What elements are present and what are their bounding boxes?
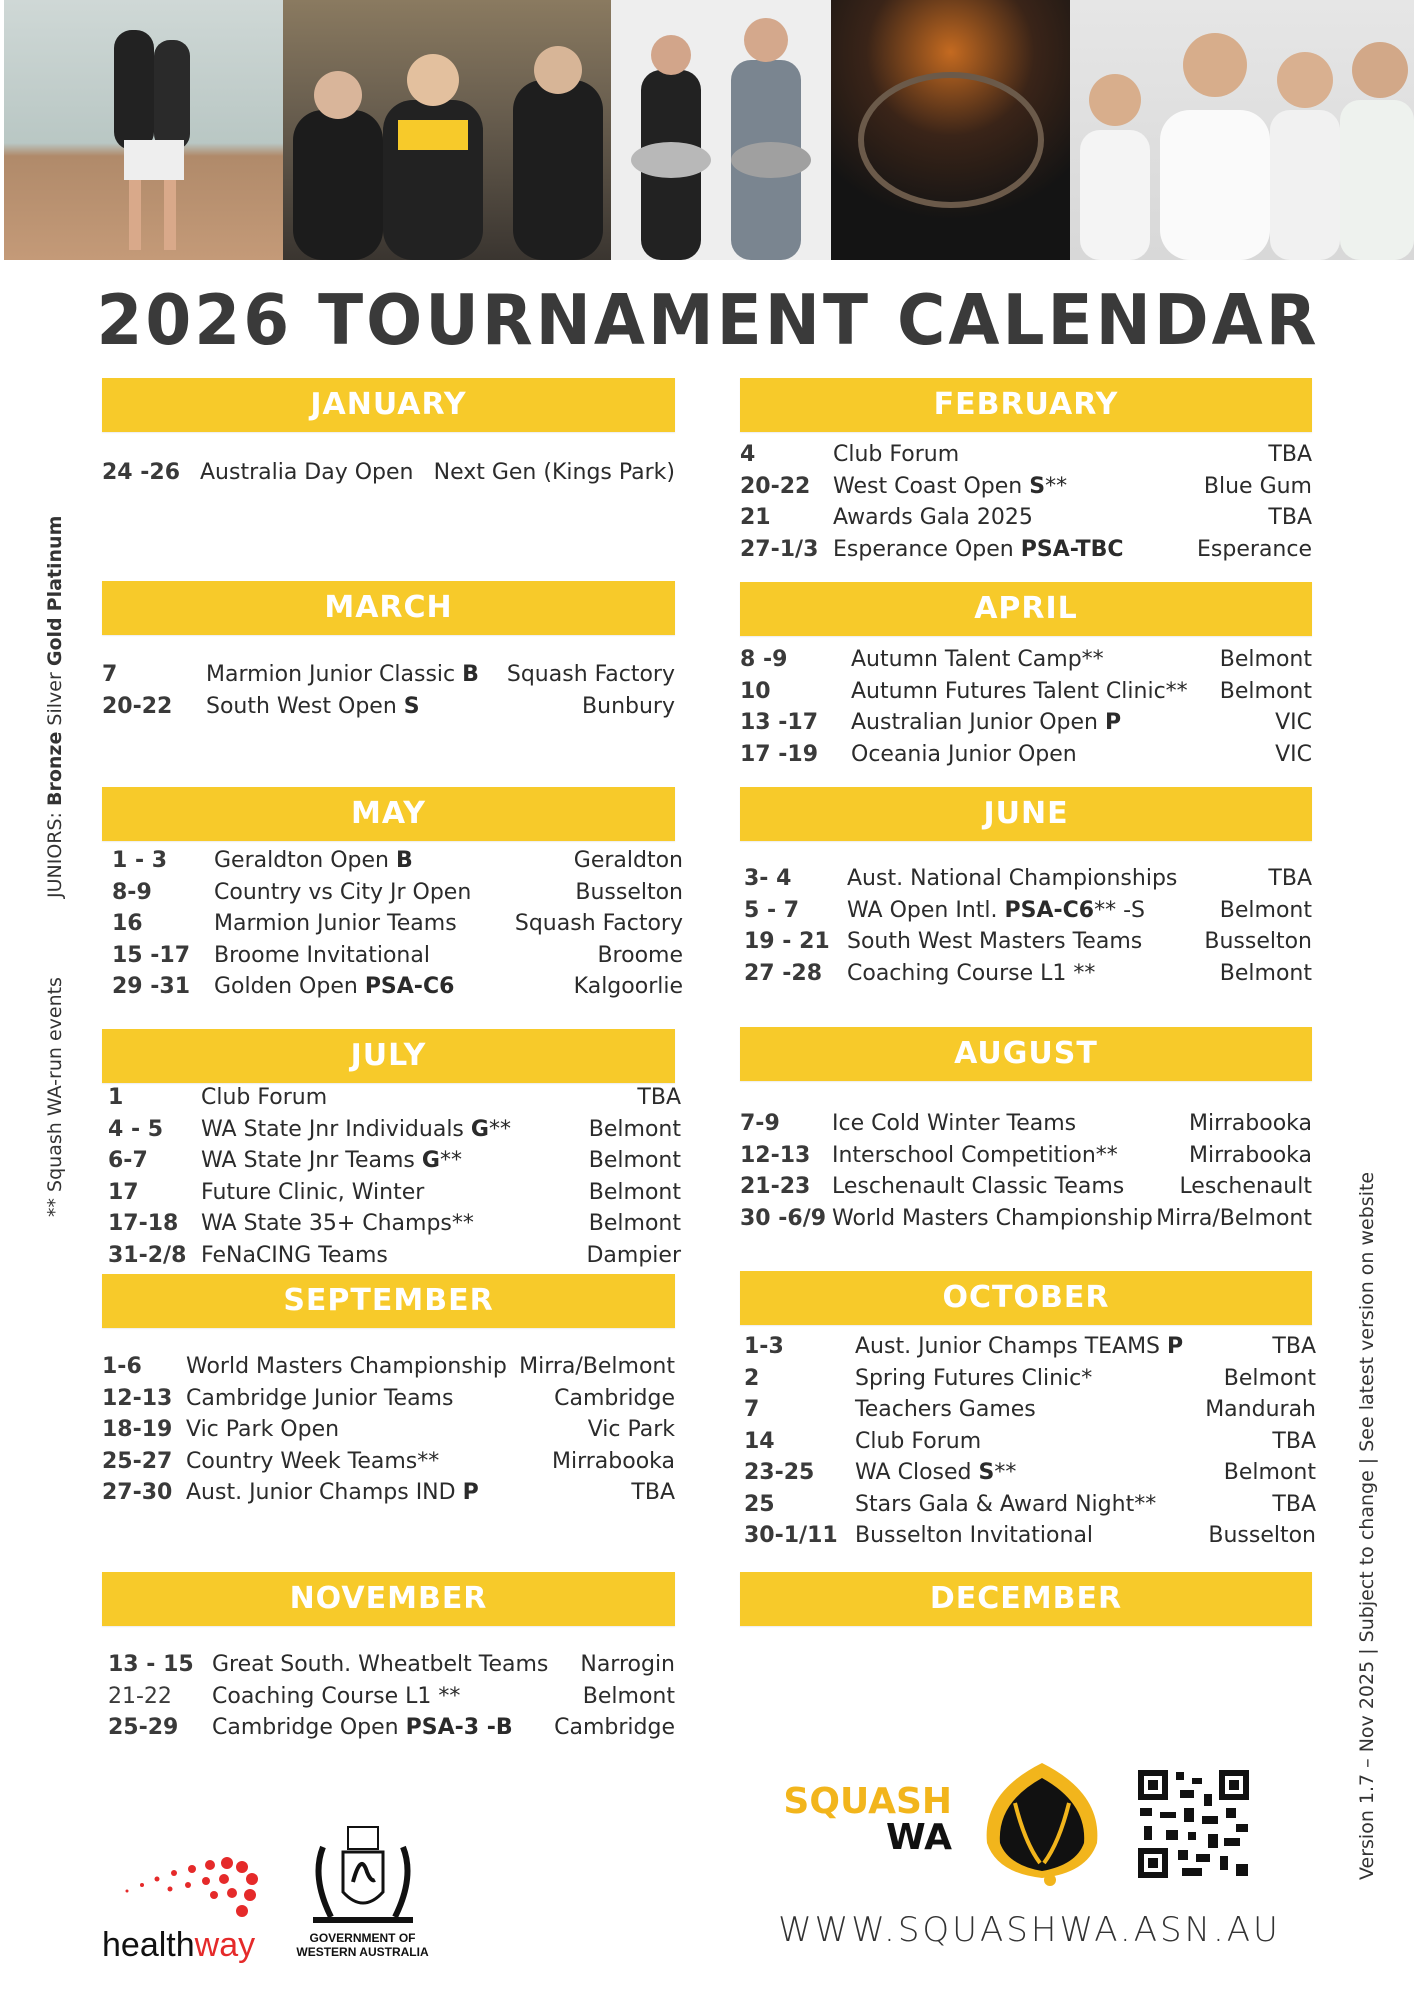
event-name bbox=[201, 1082, 327, 1114]
event-title: South West Masters Teams bbox=[847, 929, 1143, 954]
event-row bbox=[740, 739, 1312, 771]
event-venue: Cambridge bbox=[554, 1385, 675, 1411]
event-name bbox=[200, 457, 414, 489]
photo-junior-players bbox=[4, 0, 283, 260]
event-venue: Busselton bbox=[575, 879, 683, 905]
event-venue: Squash Factory bbox=[506, 662, 675, 687]
event-title: Club Forum bbox=[855, 1428, 982, 1454]
event-date: 30-1/11 bbox=[744, 1523, 838, 1548]
event-row bbox=[102, 1082, 681, 1114]
month-header-july: JULY bbox=[102, 1029, 675, 1083]
wa-run-note: ** Squash WA-run events bbox=[44, 977, 66, 1217]
event-note: ** bbox=[1045, 473, 1068, 499]
event-date: 1 bbox=[108, 1085, 124, 1110]
event-name bbox=[206, 659, 479, 691]
event-row bbox=[102, 1208, 681, 1240]
event-name bbox=[855, 1394, 1036, 1426]
event-row bbox=[102, 1383, 675, 1415]
event-row bbox=[740, 926, 1312, 958]
event-list bbox=[102, 659, 675, 722]
squash-wa-logo bbox=[777, 1781, 952, 1858]
month-header-may: MAY bbox=[102, 787, 675, 841]
month-header-december: DECEMBER bbox=[740, 1572, 1312, 1626]
event-grade: PSA-C6 bbox=[1004, 897, 1095, 923]
event-row bbox=[740, 863, 1312, 895]
event-date: 13 - 15 bbox=[108, 1652, 194, 1677]
event-note: ** bbox=[439, 1148, 462, 1173]
event-name bbox=[833, 502, 1033, 534]
event-title: World Masters Championship bbox=[832, 1205, 1153, 1231]
event-date: 27-1/3 bbox=[740, 536, 819, 562]
event-name bbox=[212, 1649, 548, 1681]
event-venue: TBA bbox=[1272, 1334, 1316, 1359]
healthway-wordmark: healthway bbox=[102, 1926, 256, 1964]
event-venue: Belmont bbox=[1219, 897, 1312, 923]
event-date: 1-3 bbox=[744, 1334, 784, 1359]
event-row bbox=[740, 471, 1312, 503]
event-row bbox=[102, 1649, 675, 1681]
event-grade: PSA-3 -B bbox=[405, 1715, 513, 1740]
event-row bbox=[102, 1446, 675, 1478]
event-date: 14 bbox=[744, 1428, 775, 1454]
event-name bbox=[855, 1489, 1156, 1521]
event-venue: Cambridge bbox=[554, 1715, 675, 1740]
event-list bbox=[740, 439, 1312, 565]
event-row bbox=[102, 691, 675, 723]
event-date: 30 -6/9 bbox=[740, 1205, 827, 1231]
event-name bbox=[212, 1681, 460, 1713]
event-title: Club Forum bbox=[201, 1085, 328, 1110]
event-row bbox=[102, 659, 675, 691]
event-title: WA State Jnr Individuals bbox=[201, 1116, 471, 1142]
event-venue: TBA bbox=[1272, 1491, 1316, 1517]
event-name bbox=[855, 1363, 1092, 1395]
event-list bbox=[740, 644, 1312, 770]
event-title: Oceania Junior Open bbox=[851, 741, 1077, 767]
event-venue: Mandurah bbox=[1205, 1397, 1316, 1422]
event-date: 31-2/8 bbox=[108, 1242, 187, 1268]
event-date: 25-29 bbox=[108, 1715, 179, 1740]
event-name bbox=[214, 845, 413, 877]
event-name bbox=[855, 1331, 1183, 1363]
event-venue: Belmont bbox=[1219, 960, 1312, 986]
event-row bbox=[102, 1145, 681, 1177]
event-row bbox=[740, 1203, 1312, 1235]
event-date: 21 bbox=[740, 505, 771, 530]
event-list bbox=[102, 1082, 681, 1271]
event-venue: Blue Gum bbox=[1203, 473, 1312, 499]
event-title: Interschool Competition** bbox=[832, 1142, 1118, 1168]
event-venue: Bunbury bbox=[582, 693, 675, 719]
event-row bbox=[102, 1351, 675, 1383]
event-list bbox=[102, 457, 675, 489]
month-header-january: JANUARY bbox=[102, 378, 675, 432]
event-venue: TBA bbox=[1268, 866, 1312, 891]
event-row bbox=[102, 1712, 675, 1744]
event-row bbox=[740, 1171, 1312, 1203]
event-title: World Masters Championship bbox=[186, 1354, 507, 1379]
event-title: Cambridge Junior Teams bbox=[186, 1385, 454, 1411]
level-platinum: Platinum bbox=[44, 515, 66, 612]
event-title: West Coast Open bbox=[833, 473, 1030, 499]
event-title: Country vs City Jr Open bbox=[214, 879, 472, 905]
event-title: Leschenault Classic Teams bbox=[832, 1174, 1125, 1199]
event-date: 12-13 bbox=[740, 1142, 811, 1168]
event-venue: Belmont bbox=[1219, 678, 1312, 704]
month-header-september: SEPTEMBER bbox=[102, 1274, 675, 1328]
event-row bbox=[740, 534, 1312, 566]
event-date: 24 -26 bbox=[102, 460, 181, 485]
event-date: 19 - 21 bbox=[744, 929, 830, 954]
event-date: 6-7 bbox=[108, 1148, 148, 1173]
event-venue: Vic Park bbox=[587, 1417, 675, 1442]
event-list bbox=[740, 863, 1312, 989]
month-header-november: NOVEMBER bbox=[102, 1572, 675, 1626]
event-row bbox=[740, 1108, 1312, 1140]
event-date: 25 bbox=[744, 1491, 775, 1517]
event-grade: G bbox=[421, 1148, 440, 1173]
event-venue: Broome bbox=[597, 942, 683, 968]
event-title: Cambridge Open bbox=[212, 1715, 406, 1740]
page-title: 2026 TOURNAMENT CALENDAR bbox=[96, 280, 1320, 361]
event-date: 10 bbox=[740, 678, 771, 704]
event-date: 15 -17 bbox=[112, 942, 191, 968]
event-date: 20-22 bbox=[102, 693, 173, 719]
event-name bbox=[214, 908, 457, 940]
event-name bbox=[832, 1171, 1124, 1203]
event-name bbox=[186, 1477, 479, 1509]
month-header-april: APRIL bbox=[740, 582, 1312, 636]
event-date: 1 - 3 bbox=[112, 848, 168, 873]
month-header-march: MARCH bbox=[102, 581, 675, 635]
event-date: 4 bbox=[740, 442, 756, 467]
event-grade: P bbox=[1105, 710, 1122, 735]
event-venue: Mirrabooka bbox=[552, 1448, 675, 1474]
event-date: 5 - 7 bbox=[744, 897, 800, 923]
event-name bbox=[832, 1203, 1153, 1235]
event-title: Stars Gala & Award Night** bbox=[855, 1491, 1157, 1517]
photo-masters-players bbox=[283, 0, 611, 260]
juniors-label: JUNIORS: bbox=[44, 806, 66, 898]
event-venue: TBA bbox=[1268, 442, 1312, 467]
event-row bbox=[740, 644, 1312, 676]
event-row bbox=[102, 457, 675, 489]
event-date: 8-9 bbox=[112, 879, 152, 905]
event-title: Awards Gala 2025 bbox=[833, 505, 1033, 530]
event-name bbox=[847, 958, 1095, 990]
event-venue: TBA bbox=[1272, 1428, 1316, 1454]
event-venue: Belmont bbox=[588, 1211, 681, 1236]
level-silver: Silver bbox=[44, 672, 66, 726]
event-name bbox=[201, 1145, 462, 1177]
event-venue: Mirra/Belmont bbox=[519, 1354, 675, 1379]
event-title: Autumn Futures Talent Clinic** bbox=[851, 678, 1188, 704]
event-venue: TBA bbox=[1268, 505, 1312, 530]
event-venue: Belmont bbox=[1223, 1460, 1316, 1485]
event-row bbox=[740, 1363, 1316, 1395]
event-title: WA State 35+ Champs** bbox=[201, 1211, 474, 1236]
event-title: Vic Park Open bbox=[186, 1417, 340, 1442]
event-venue: Dampier bbox=[586, 1242, 681, 1268]
event-venue: VIC bbox=[1275, 710, 1312, 735]
event-title: Ice Cold Winter Teams bbox=[832, 1111, 1077, 1136]
event-title: Future Clinic, Winter bbox=[201, 1179, 425, 1205]
event-name bbox=[833, 471, 1067, 503]
event-name bbox=[201, 1208, 474, 1240]
event-date: 21-22 bbox=[108, 1683, 172, 1709]
event-name bbox=[832, 1140, 1118, 1172]
event-row bbox=[740, 1520, 1316, 1552]
event-venue: Esperance bbox=[1197, 536, 1312, 562]
event-date: 21-23 bbox=[740, 1174, 811, 1199]
event-date: 17 bbox=[108, 1179, 139, 1205]
month-header-october: OCTOBER bbox=[740, 1271, 1312, 1325]
event-venue: Belmont bbox=[588, 1148, 681, 1173]
event-row bbox=[102, 1240, 681, 1272]
event-note: ** -S bbox=[1094, 897, 1146, 923]
photo-junior-team bbox=[1070, 0, 1414, 260]
event-name bbox=[855, 1457, 1016, 1489]
event-title: Coaching Course L1 ** bbox=[847, 960, 1096, 986]
event-title: Club Forum bbox=[833, 442, 960, 467]
event-grade: P bbox=[1167, 1334, 1184, 1359]
event-name bbox=[833, 439, 959, 471]
event-row bbox=[740, 958, 1312, 990]
event-row bbox=[740, 895, 1312, 927]
event-title: Aust. Junior Champs IND bbox=[186, 1480, 463, 1505]
event-row bbox=[102, 1114, 681, 1146]
event-row bbox=[740, 1394, 1316, 1426]
event-date: 7-9 bbox=[740, 1111, 780, 1136]
event-venue: Mirrabooka bbox=[1189, 1142, 1312, 1168]
event-venue: Belmont bbox=[588, 1179, 681, 1205]
event-venue: Belmont bbox=[588, 1116, 681, 1142]
event-grade: PSA-C6 bbox=[364, 974, 455, 999]
month-header-august: AUGUST bbox=[740, 1027, 1312, 1081]
event-row bbox=[102, 1681, 675, 1713]
event-name bbox=[851, 739, 1077, 771]
event-title: Marmion Junior Teams bbox=[214, 911, 457, 936]
level-gold: Gold bbox=[44, 617, 66, 667]
event-name bbox=[212, 1712, 513, 1744]
event-row bbox=[740, 1457, 1316, 1489]
event-date: 17-18 bbox=[108, 1211, 179, 1236]
event-grade: B bbox=[462, 662, 479, 687]
event-title: Coaching Course L1 ** bbox=[212, 1683, 461, 1709]
event-name bbox=[201, 1240, 388, 1272]
event-row bbox=[740, 676, 1312, 708]
event-grade: PSA-TBC bbox=[1020, 536, 1124, 562]
event-date: 13 -17 bbox=[740, 710, 819, 735]
event-row bbox=[740, 1489, 1316, 1521]
event-name bbox=[214, 971, 454, 1003]
event-venue: Squash Factory bbox=[514, 911, 683, 936]
event-name bbox=[851, 707, 1121, 739]
event-name bbox=[855, 1520, 1093, 1552]
event-row bbox=[102, 877, 683, 909]
healthway-dots-icon bbox=[102, 1853, 282, 1923]
event-name bbox=[847, 895, 1145, 927]
squash-logo-line1: SQUASH bbox=[783, 1781, 952, 1822]
event-venue: Busselton bbox=[1204, 929, 1312, 954]
event-list bbox=[102, 845, 683, 1003]
event-title: Marmion Junior Classic bbox=[206, 662, 463, 687]
squash-logo-line2: WA bbox=[886, 1817, 952, 1858]
event-date: 2 bbox=[744, 1365, 760, 1391]
event-title: Busselton Invitational bbox=[855, 1523, 1094, 1548]
event-title: WA Open Intl. bbox=[847, 897, 1005, 923]
event-venue: TBA bbox=[637, 1085, 681, 1110]
event-venue: TBA bbox=[631, 1480, 675, 1505]
event-row bbox=[740, 707, 1312, 739]
month-header-february: FEBRUARY bbox=[740, 378, 1312, 432]
event-title: Autumn Talent Camp** bbox=[851, 647, 1104, 672]
event-grade: S bbox=[1029, 473, 1046, 499]
event-title: WA Closed bbox=[855, 1460, 979, 1485]
government-wa-logo bbox=[290, 1822, 435, 1962]
event-name bbox=[214, 877, 471, 909]
event-venue: Belmont bbox=[582, 1683, 675, 1709]
event-row bbox=[740, 439, 1312, 471]
healthway-logo bbox=[102, 1853, 282, 1963]
gov-logo-line1: GOVERNMENT OF bbox=[309, 1931, 416, 1945]
photo-dampier-sign bbox=[831, 0, 1070, 260]
event-title: Geraldton Open bbox=[214, 848, 396, 873]
event-venue: Mirra/Belmont bbox=[1156, 1205, 1312, 1231]
event-row bbox=[740, 502, 1312, 534]
event-note: ** bbox=[994, 1460, 1017, 1485]
juniors-legend bbox=[44, 516, 66, 898]
event-title: Teachers Games bbox=[855, 1397, 1036, 1422]
event-grade: G bbox=[470, 1116, 489, 1142]
event-date: 16 bbox=[112, 911, 143, 936]
event-date: 3- 4 bbox=[744, 866, 792, 891]
event-venue: Leschenault bbox=[1179, 1174, 1312, 1199]
event-name bbox=[186, 1414, 339, 1446]
event-title: Great South. Wheatbelt Teams bbox=[212, 1652, 549, 1677]
event-date: 25-27 bbox=[102, 1448, 173, 1474]
event-row bbox=[102, 845, 683, 877]
event-title: Australian Junior Open bbox=[851, 710, 1105, 735]
event-title: Aust. Junior Champs TEAMS bbox=[855, 1334, 1168, 1359]
event-date: 4 - 5 bbox=[108, 1116, 164, 1142]
event-list bbox=[102, 1649, 675, 1744]
event-title: Esperance Open bbox=[833, 536, 1021, 562]
event-date: 20-22 bbox=[740, 473, 811, 499]
website-url[interactable]: WWW.SQUASHWA.ASN.AU bbox=[778, 1910, 1281, 1950]
event-row bbox=[102, 940, 683, 972]
event-title: Australia Day Open bbox=[200, 460, 414, 485]
event-title: Broome Invitational bbox=[214, 942, 430, 968]
event-title: Country Week Teams** bbox=[186, 1448, 440, 1474]
event-list bbox=[102, 1351, 675, 1509]
event-name bbox=[206, 691, 420, 723]
event-grade: P bbox=[462, 1480, 479, 1505]
event-name bbox=[201, 1114, 511, 1146]
event-date: 7 bbox=[102, 662, 118, 687]
event-date: 29 -31 bbox=[112, 974, 191, 999]
version-note: Version 1.7 – Nov 2025 | Subject to change | See latest version on website bbox=[1356, 1171, 1378, 1880]
event-name bbox=[847, 926, 1142, 958]
event-name bbox=[186, 1383, 453, 1415]
event-name bbox=[833, 534, 1124, 566]
event-grade: B bbox=[395, 848, 413, 873]
event-title: Aust. National Championships bbox=[847, 866, 1178, 891]
event-date: 8 -9 bbox=[740, 647, 788, 672]
event-venue: Kalgoorlie bbox=[573, 974, 683, 999]
event-date: 18-19 bbox=[102, 1417, 173, 1442]
event-venue: Belmont bbox=[1223, 1365, 1316, 1391]
event-name bbox=[847, 863, 1177, 895]
squash-wa-emblem-icon bbox=[975, 1758, 1110, 1888]
event-name bbox=[186, 1446, 439, 1478]
event-name bbox=[201, 1177, 424, 1209]
event-date: 17 -19 bbox=[740, 741, 819, 767]
event-venue: Next Gen (Kings Park) bbox=[433, 460, 675, 485]
event-venue: VIC bbox=[1275, 741, 1312, 767]
event-row bbox=[102, 1414, 675, 1446]
event-row bbox=[102, 908, 683, 940]
event-name bbox=[186, 1351, 507, 1383]
event-name bbox=[214, 940, 430, 972]
event-date: 1-6 bbox=[102, 1354, 142, 1379]
event-title: Spring Futures Clinic* bbox=[855, 1365, 1093, 1391]
event-row bbox=[740, 1331, 1316, 1363]
event-name bbox=[855, 1426, 981, 1458]
event-date: 7 bbox=[744, 1397, 760, 1422]
event-row bbox=[102, 1177, 681, 1209]
event-title: FeNaCING Teams bbox=[201, 1242, 388, 1268]
photo-trophy-winners bbox=[611, 0, 831, 260]
event-list bbox=[740, 1108, 1312, 1234]
event-venue: Mirrabooka bbox=[1189, 1111, 1312, 1136]
event-date: 12-13 bbox=[102, 1385, 173, 1411]
event-title: Golden Open bbox=[214, 974, 365, 999]
month-header-june: JUNE bbox=[740, 787, 1312, 841]
event-row bbox=[740, 1140, 1312, 1172]
event-venue: Busselton bbox=[1208, 1523, 1316, 1548]
event-grade: S bbox=[978, 1460, 995, 1485]
event-row bbox=[102, 1477, 675, 1509]
event-date: 27 -28 bbox=[744, 960, 823, 986]
event-name bbox=[832, 1108, 1076, 1140]
event-row bbox=[102, 971, 683, 1003]
event-note: ** bbox=[488, 1116, 511, 1142]
gov-logo-line2: WESTERN AUSTRALIA bbox=[296, 1945, 429, 1959]
level-bronze: Bronze bbox=[44, 731, 66, 806]
event-grade: S bbox=[403, 693, 420, 719]
event-date: 23-25 bbox=[744, 1460, 815, 1485]
wa-crest-icon bbox=[303, 1822, 423, 1927]
event-date: 27-30 bbox=[102, 1480, 173, 1505]
event-row bbox=[740, 1426, 1316, 1458]
event-list bbox=[740, 1331, 1316, 1552]
event-title: South West Open bbox=[206, 693, 404, 719]
event-venue: Narrogin bbox=[580, 1652, 675, 1677]
event-venue: Geraldton bbox=[573, 848, 683, 873]
event-title: WA State Jnr Teams bbox=[201, 1148, 422, 1173]
event-name bbox=[851, 676, 1188, 708]
event-name bbox=[851, 644, 1104, 676]
event-venue: Belmont bbox=[1219, 647, 1312, 672]
photo-banner bbox=[0, 0, 1414, 260]
qr-code-icon[interactable] bbox=[1136, 1768, 1251, 1880]
